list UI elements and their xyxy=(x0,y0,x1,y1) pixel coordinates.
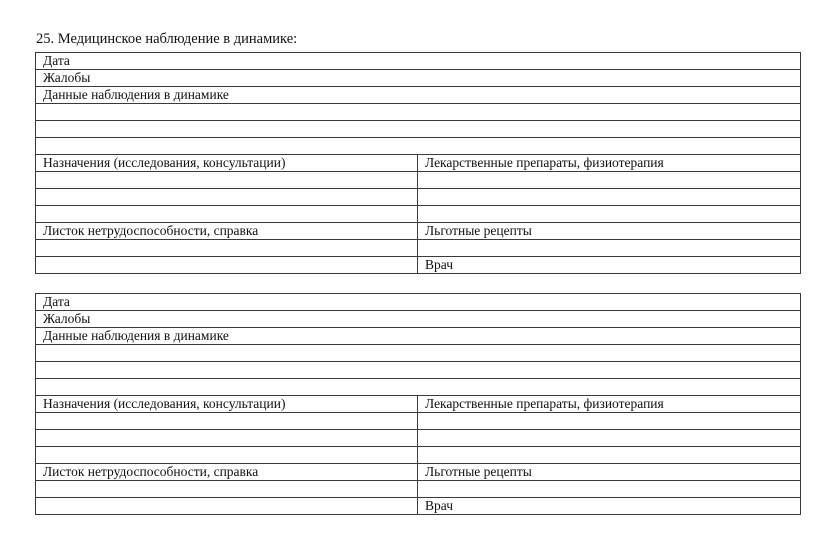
sick-leave-label[interactable]: Листок нетрудоспособности, справка xyxy=(36,464,418,481)
prescriptions-blank-cell[interactable] xyxy=(36,189,418,206)
sick-leave-blank-cell[interactable] xyxy=(36,240,418,257)
complaints-label[interactable]: Жалобы xyxy=(36,70,801,87)
observation-blank-cell[interactable] xyxy=(36,138,801,155)
date-row xyxy=(36,294,801,311)
observation-blank-row xyxy=(36,379,801,396)
date-label[interactable]: Дата xyxy=(36,53,801,70)
medications-blank-cell[interactable] xyxy=(418,206,801,223)
observation-blank-row xyxy=(36,345,801,362)
observation-blank-cell[interactable] xyxy=(36,379,801,396)
observation-blank-row xyxy=(36,362,801,379)
prescriptions-blank-row xyxy=(36,206,801,223)
prescriptions-blank-cell[interactable] xyxy=(36,447,418,464)
prescriptions-label[interactable]: Назначения (исследования, консультации) xyxy=(36,396,418,413)
prescriptions-blank-row xyxy=(36,413,801,430)
medications-blank-cell[interactable] xyxy=(418,189,801,206)
complaints-row xyxy=(36,70,801,87)
observation-data-row xyxy=(36,87,801,104)
observation-blank-cell[interactable] xyxy=(36,104,801,121)
prescriptions-blank-cell[interactable] xyxy=(36,430,418,447)
prescriptions-blank-cell[interactable] xyxy=(36,172,418,189)
prescriptions-blank-row xyxy=(36,172,801,189)
preferential-prescriptions-label[interactable]: Льготные рецепты xyxy=(418,223,801,240)
medications-label[interactable]: Лекарственные препараты, физиотерапия xyxy=(418,396,801,413)
sick-leave-label[interactable]: Листок нетрудоспособности, справка xyxy=(36,223,418,240)
observation-blank-cell[interactable] xyxy=(36,345,801,362)
preferential-prescriptions-blank-cell[interactable] xyxy=(418,240,801,257)
complaints-label[interactable]: Жалобы xyxy=(36,311,801,328)
medications-blank-cell[interactable] xyxy=(418,413,801,430)
complaints-row xyxy=(36,311,801,328)
prescriptions-blank-cell[interactable] xyxy=(36,206,418,223)
medications-blank-cell[interactable] xyxy=(418,430,801,447)
date-row xyxy=(36,53,801,70)
prescriptions-label[interactable]: Назначения (исследования, консультации) xyxy=(36,155,418,172)
prescriptions-header-row xyxy=(36,396,801,413)
observation-blank-row xyxy=(36,121,801,138)
observation-data-row xyxy=(36,328,801,345)
observation-blank-cell[interactable] xyxy=(36,121,801,138)
preferential-prescriptions-blank-cell[interactable] xyxy=(418,481,801,498)
preferential-prescriptions-label[interactable]: Льготные рецепты xyxy=(418,464,801,481)
observation-form-1 xyxy=(35,52,801,274)
observation-data-label[interactable]: Данные наблюдения в динамике xyxy=(36,87,801,104)
medications-blank-cell[interactable] xyxy=(418,172,801,189)
sick-leave-header-row xyxy=(36,223,801,240)
sick-leave-blank-cell[interactable] xyxy=(36,481,418,498)
prescriptions-blank-row xyxy=(36,447,801,464)
prescriptions-blank-row xyxy=(36,189,801,206)
sick-leave-header-row xyxy=(36,464,801,481)
observation-form-2 xyxy=(35,293,801,515)
medications-label[interactable]: Лекарственные препараты, физиотерапия xyxy=(418,155,801,172)
prescriptions-header-row xyxy=(36,155,801,172)
doctor-label[interactable]: Врач xyxy=(418,498,801,515)
sick-leave-blank-cell[interactable] xyxy=(36,498,418,515)
prescriptions-blank-cell[interactable] xyxy=(36,413,418,430)
sick-leave-blank-cell[interactable] xyxy=(36,257,418,274)
doctor-label[interactable]: Врач xyxy=(418,257,801,274)
doctor-row xyxy=(36,498,801,515)
medications-blank-cell[interactable] xyxy=(418,447,801,464)
observation-blank-row xyxy=(36,104,801,121)
observation-blank-cell[interactable] xyxy=(36,362,801,379)
date-label[interactable]: Дата xyxy=(36,294,801,311)
prescriptions-blank-row xyxy=(36,430,801,447)
observation-blank-row xyxy=(36,138,801,155)
sick-leave-blank-row xyxy=(36,481,801,498)
doctor-row xyxy=(36,257,801,274)
sick-leave-blank-row xyxy=(36,240,801,257)
section-heading: 25. Медицинское наблюдение в динамике: xyxy=(36,31,298,47)
observation-data-label[interactable]: Данные наблюдения в динамике xyxy=(36,328,801,345)
